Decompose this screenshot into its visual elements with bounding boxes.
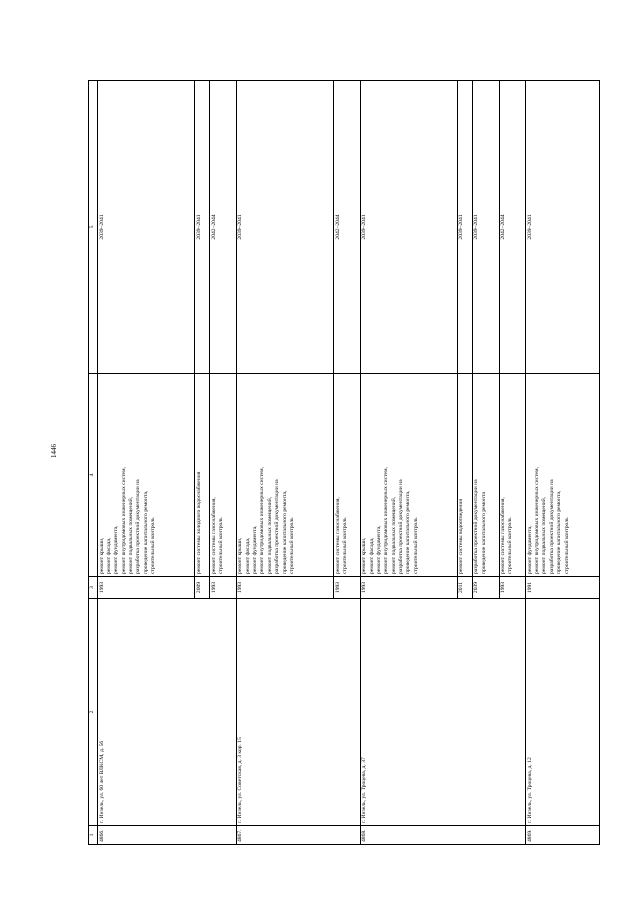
table-row [98, 81, 195, 845]
work-item: ремонт подвальных помещений, [266, 496, 273, 574]
work-item: проведение капитального ремонта, [281, 490, 288, 574]
construction-year-cell: 2039 [472, 577, 499, 599]
work-item: строительный контроль [218, 517, 225, 574]
work-item: разработка проектной документации на [398, 479, 405, 574]
work-item: ремонт системы газоснабжения, [210, 497, 217, 574]
column-number-3: 3 [89, 577, 98, 599]
page-number: 1446 [50, 444, 58, 458]
works-cell [236, 374, 333, 577]
work-item: проведение капитального ремонта, [142, 490, 149, 574]
repair-period-cell: 2039–2041 [457, 81, 472, 374]
repair-period-cell: 2042–2044 [210, 81, 237, 374]
work-item: ремонт фасада, [105, 537, 112, 574]
repair-period-cell: 2039–2041 [360, 81, 457, 374]
work-item: ремонт фасада, [244, 537, 251, 574]
repair-period-cell: 2042–2044 [334, 81, 361, 374]
work-item: строительный контроль [288, 517, 295, 574]
work-item: ремонт внутридомовых инженерных систем, [534, 467, 541, 574]
construction-year-cell: 1993 [360, 577, 457, 599]
address-cell: г. Инзель, ул. Советская, д. 3 кор. 15 [236, 599, 360, 826]
row-number-cell: 4867. [236, 826, 360, 845]
row-number-cell: 4868. [360, 826, 526, 845]
work-item: строительный контроль [412, 517, 419, 574]
work-item: ремонт подвальных помещений, [541, 496, 548, 574]
work-item: строительный контроль [563, 517, 570, 574]
work-item: ремонт системы газоснабжения, [334, 497, 341, 574]
repair-period-cell: 2039–2041 [236, 81, 333, 374]
work-item: строительный контроль [507, 517, 514, 574]
work-item: ремонт подвальных помещений, [128, 496, 134, 574]
row-number-cell: 4866. [98, 826, 237, 845]
column-number-1: 1 [89, 826, 98, 845]
table-row [236, 81, 333, 845]
work-item: строительный контроль [150, 517, 157, 574]
table-row [526, 81, 600, 845]
construction-year-cell: 1993 [210, 577, 237, 599]
column-number-4: 4 [89, 374, 98, 577]
column-number-5: 5 [89, 81, 98, 374]
construction-year-cell: 1993 [499, 577, 526, 599]
work-item: ремонт внутридомовых инженерных систем, [259, 467, 266, 574]
construction-year-cell: 2009 [195, 577, 210, 599]
work-item: ремонт фундамента, [252, 525, 259, 574]
work-item: ремонт фасада, [368, 537, 375, 574]
repair-period-cell: 2042–2044 [499, 81, 526, 374]
work-item: ремонт подвальных помещений, [390, 496, 397, 574]
works-cell [98, 374, 195, 577]
address-cell: г. Инзель, ул. Троцева, д. 12 [526, 599, 600, 826]
table-body [98, 81, 600, 845]
work-item: ремонт внутридомовых инженерных систем, [383, 467, 390, 574]
repair-schedule-table [88, 80, 600, 845]
work-item: ремонт системы водоотведения [458, 499, 465, 574]
work-item: разработка проектной документации на [473, 479, 480, 574]
repair-period-cell: 2039–2041 [195, 81, 210, 374]
construction-year-cell: 1993 [334, 577, 361, 599]
repair-period-cell: 2039–2041 [472, 81, 499, 374]
work-item: проведение капитального ремонта, [405, 490, 412, 574]
work-item: разработка проектной документации на [548, 479, 555, 574]
construction-year-cell: 1993 [236, 577, 333, 599]
work-item: ремонт внутридомовых инженерных систем, [120, 467, 127, 574]
work-item: ремонт фундамента, [375, 525, 382, 574]
works-cell [360, 374, 457, 577]
work-item: ремонт системы холодного водоснабжения [195, 471, 202, 574]
table-row [360, 81, 457, 845]
rotated-table-wrapper [88, 80, 600, 845]
address-cell: г. Инзель, ул. Троцева, д. 37 [360, 599, 526, 826]
construction-year-cell: 2011 [457, 577, 472, 599]
repair-period-cell: 2039–2041 [526, 81, 600, 374]
construction-year-cell: 1993 [98, 577, 195, 599]
construction-year-cell: 1991 [526, 577, 600, 599]
works-cell [526, 374, 600, 577]
work-item: проведение капитального ремонта [480, 492, 487, 574]
work-item: проведение капитального ремонта, [556, 490, 563, 574]
address-cell: г. Инзель, ул. 60 лет ВЛКСМ, д. 56 [98, 599, 237, 826]
repair-period-cell: 2039–2041 [98, 81, 195, 374]
work-item: ремонт фундамента, [526, 525, 533, 574]
work-item: ремонт крыши, [361, 537, 368, 574]
works-cell [472, 374, 499, 577]
works-cell [195, 374, 210, 577]
work-item: разработка проектной документации на [135, 479, 142, 574]
works-cell [457, 374, 472, 577]
work-item: ремонт крыши, [98, 537, 105, 574]
work-item: разработка проектной документации на [274, 479, 281, 574]
work-item: ремонт фундамента, [113, 525, 120, 574]
column-number-2: 2 [89, 599, 98, 826]
work-item: ремонт системы газоснабжения, [500, 497, 507, 574]
column-number-header-row [89, 81, 98, 845]
works-cell [334, 374, 361, 577]
row-number-cell: 4869. [526, 826, 600, 845]
works-cell [210, 374, 237, 577]
works-cell [499, 374, 526, 577]
work-item: ремонт крыши, [237, 537, 244, 574]
work-item: строительный контроль [341, 517, 348, 574]
